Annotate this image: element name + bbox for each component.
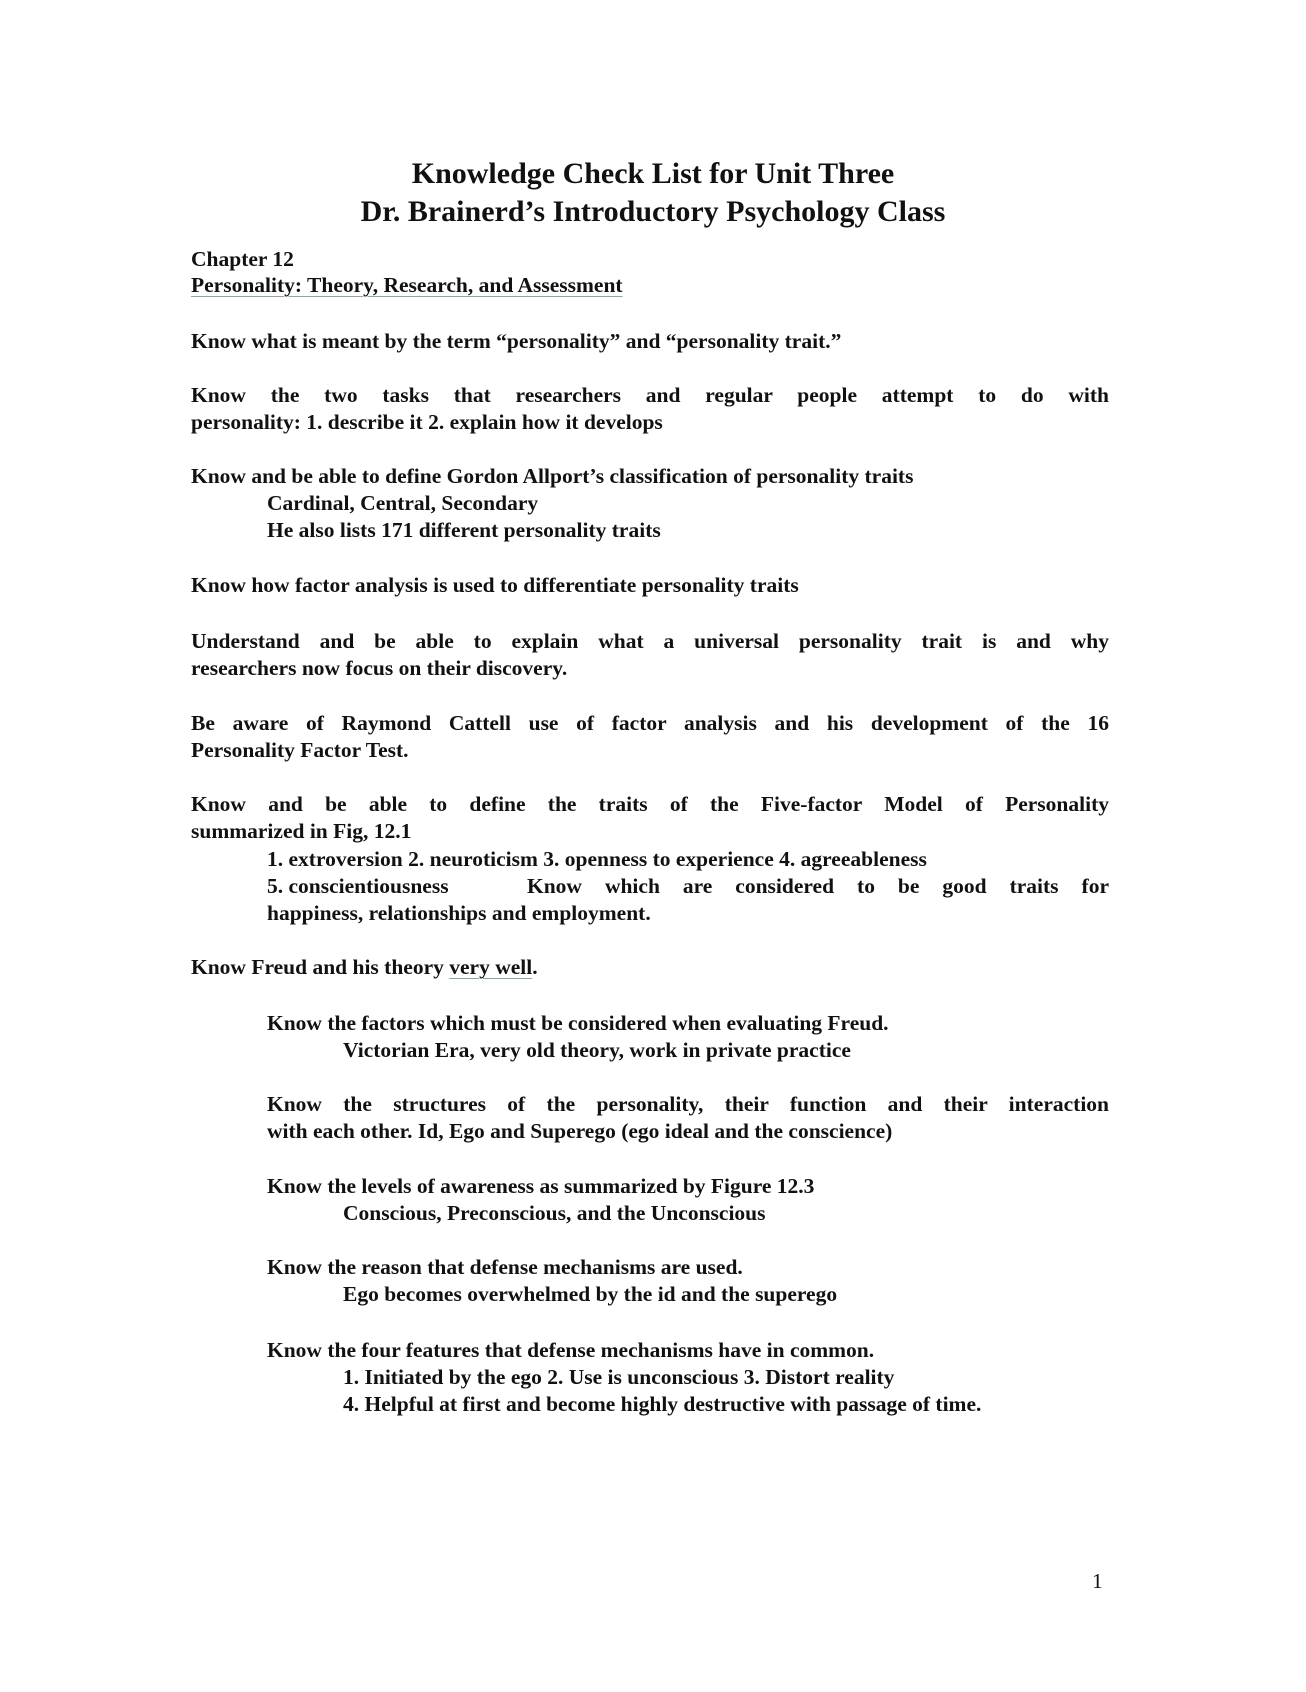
item-allport-line-1: Know and be able to define Gordon Allport’s classification of personality traits	[191, 464, 914, 488]
item-evaluating-freud-line-2: Victorian Era, very old theory, work in private practice	[343, 1038, 851, 1062]
chapter-number: Chapter 12	[191, 247, 294, 271]
item-universal-trait-line-1: Understand and be able to explain what a universal personality trait is and why	[191, 629, 1109, 653]
chapter-subtitle	[191, 271, 1109, 299]
item-personality-term: Know what is meant by the term “personality” and “personality trait.”	[191, 329, 842, 353]
freud-text: Know Freud and his theory	[191, 955, 450, 979]
trait-conscientiousness: 5. conscientiousness	[267, 874, 449, 898]
item-structures-line-1: Know the structures of the personality, their function and their interaction	[267, 1092, 1109, 1116]
item-defense-reason-line-1: Know the reason that defense mechanisms are used.	[267, 1255, 743, 1279]
item-cattell-line-1: Be aware of Raymond Cattell use of factor analysis and his development of the 16	[191, 711, 1109, 735]
item-five-factor-line-2: summarized in Fig, 12.1	[191, 819, 412, 843]
item-factor-analysis: Know how factor analysis is used to differentiate personality traits	[191, 573, 799, 597]
item-two-tasks-line-1: Know the two tasks that researchers and regular people attempt to do with	[191, 383, 1109, 407]
item-structures-line-2: with each other. Id, Ego and Superego (ego ideal and the conscience)	[267, 1119, 893, 1143]
item-defense-features-line-2: 1. Initiated by the ego 2. Use is unconscious 3. Distort reality	[343, 1365, 895, 1389]
item-defense-features-line-3: 4. Helpful at first and become highly destructive with passage of time.	[343, 1392, 982, 1416]
item-universal-trait-line-2: researchers now focus on their discovery.	[191, 656, 568, 680]
item-defense-features-line-1: Know the four features that defense mechanisms have in common.	[267, 1338, 875, 1362]
freud-emphasis: very well	[449, 955, 533, 979]
item-five-factor-line-1: Know and be able to define the traits of the Five-factor Model of Personality	[191, 792, 1109, 816]
item-defense-reason-line-2: Ego becomes overwhelmed by the id and the superego	[343, 1282, 838, 1306]
item-freud	[191, 953, 1109, 981]
item-cattell-line-2: Personality Factor Test.	[191, 738, 409, 762]
item-awareness-line-2: Conscious, Preconscious, and the Unconscious	[343, 1201, 766, 1225]
title-line-1: Knowledge Check List for Unit Three	[411, 157, 895, 190]
item-five-factor-line-5: happiness, relationships and employment.	[267, 901, 651, 925]
item-five-factor-line-3: 1. extroversion 2. neuroticism 3. openness to experience 4. agreeableness	[267, 847, 927, 871]
good-traits-note: Know which are considered to be good traits for	[527, 874, 1109, 898]
chapter-subtitle-text: Personality: Theory, Research, and Assessment	[191, 273, 623, 297]
item-awareness-line-1: Know the levels of awareness as summarized by Figure 12.3	[267, 1174, 815, 1198]
title-line-2: Dr. Brainerd’s Introductory Psychology Class	[360, 195, 946, 228]
item-allport-line-3: He also lists 171 different personality traits	[267, 518, 661, 542]
freud-period: .	[532, 955, 538, 979]
item-evaluating-freud-line-1: Know the factors which must be considered when evaluating Freud.	[267, 1011, 889, 1035]
item-allport-line-2: Cardinal, Central, Secondary	[267, 491, 539, 515]
page-number: 1	[1092, 1569, 1103, 1593]
item-two-tasks-line-2: personality: 1. describe it 2. explain how it develops	[191, 410, 663, 434]
